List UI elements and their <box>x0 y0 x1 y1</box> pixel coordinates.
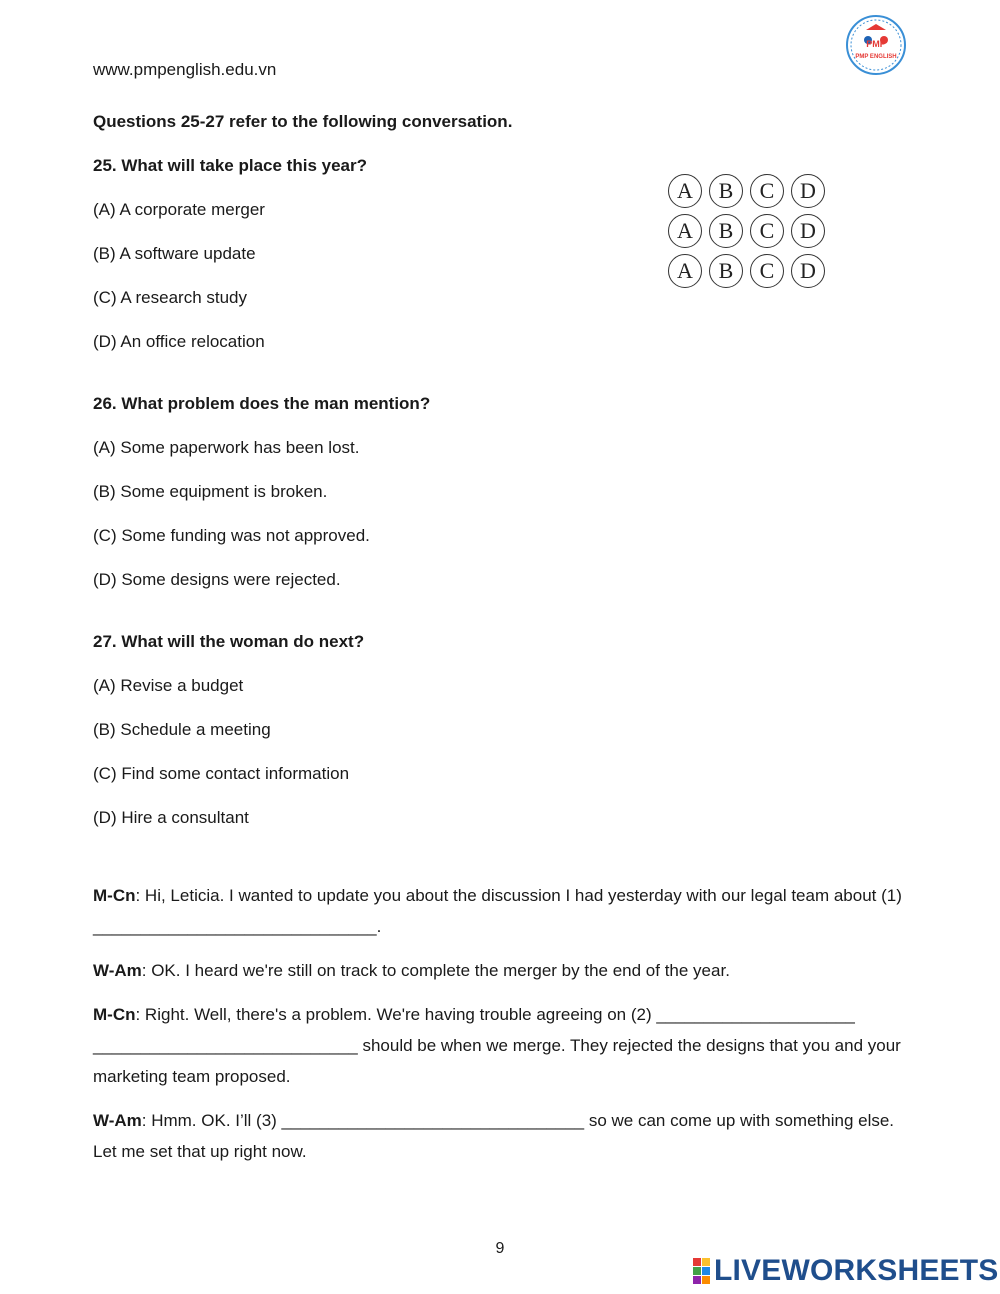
transcript-text: : Hi, Leticia. I wanted to update you about the discussion I had yesterday with our legal team about (1) <box>135 886 902 905</box>
logo-text: PMP ENGLISH <box>855 54 897 60</box>
q26-option-a: (A) Some paperwork has been lost. <box>93 438 360 457</box>
blank-2a[interactable]: _____________________ <box>656 1005 855 1024</box>
conversation-transcript <box>93 880 908 1180</box>
q27-option-a: (A) Revise a budget <box>93 676 244 695</box>
q26-bubble-a[interactable]: A <box>668 214 702 248</box>
q25-option-c: (C) A research study <box>93 288 248 307</box>
q25-bubble-b[interactable]: B <box>709 174 743 208</box>
q26-option-c: (C) Some funding was not approved. <box>93 526 370 545</box>
transcript-line-3 <box>93 999 908 1092</box>
pmp-english-logo <box>845 14 907 76</box>
q26-option-d: (D) Some designs were rejected. <box>93 570 341 589</box>
answer-row-27 <box>668 254 825 288</box>
q26-bubble-d[interactable]: D <box>791 214 825 248</box>
question-25-title: 25. What will take place this year? <box>93 156 367 175</box>
q25-bubble-c[interactable]: C <box>750 174 784 208</box>
q27-bubble-c[interactable]: C <box>750 254 784 288</box>
speaker-label: W-Am <box>93 1111 142 1130</box>
liveworksheets-text: LIVEWORKSHEETS <box>714 1254 999 1287</box>
q25-bubble-d[interactable]: D <box>791 174 825 208</box>
q26-bubble-b[interactable]: B <box>709 214 743 248</box>
blank-1[interactable]: ______________________________ <box>93 917 377 936</box>
transcript-line-4 <box>93 1105 908 1167</box>
transcript-text: . <box>376 917 382 936</box>
liveworksheets-icon <box>693 1258 710 1284</box>
answer-bubble-grid <box>668 174 825 294</box>
answer-row-25 <box>668 174 825 208</box>
speaker-label: M-Cn <box>93 1005 136 1024</box>
liveworksheets-brand[interactable] <box>693 1254 999 1288</box>
transcript-text: : Right. Well, there's a problem. We're having trouble agreeing on (2) <box>135 1005 657 1024</box>
q25-bubble-a[interactable]: A <box>668 174 702 208</box>
speaker-label: W-Am <box>93 961 142 980</box>
q26-bubble-c[interactable]: C <box>750 214 784 248</box>
q25-option-b: (B) A software update <box>93 244 256 263</box>
speaker-label: M-Cn <box>93 886 136 905</box>
logo-icon <box>845 14 907 76</box>
q27-option-d: (D) Hire a consultant <box>93 808 249 827</box>
transcript-text: so we can come up with something else. Let me set that up right now. <box>93 1111 895 1161</box>
website-url: www.pmpenglish.edu.vn <box>93 60 277 79</box>
q27-option-c: (C) Find some contact information <box>93 764 350 783</box>
blank-2b[interactable]: ____________________________ <box>93 1036 358 1055</box>
q27-bubble-b[interactable]: B <box>709 254 743 288</box>
q27-bubble-a[interactable]: A <box>668 254 702 288</box>
q25-option-a: (A) A corporate merger <box>93 200 265 219</box>
answer-row-26 <box>668 214 825 248</box>
q27-bubble-d[interactable]: D <box>791 254 825 288</box>
q25-option-d: (D) An office relocation <box>93 332 265 351</box>
question-27-title: 27. What will the woman do next? <box>93 632 365 651</box>
question-26-title: 26. What problem does the man mention? <box>93 394 431 413</box>
q27-option-b: (B) Schedule a meeting <box>93 720 271 739</box>
q26-option-b: (B) Some equipment is broken. <box>93 482 328 501</box>
transcript-text: : Hmm. OK. I’ll (3) <box>141 1111 282 1130</box>
page-number: 9 <box>495 1240 505 1257</box>
transcript-line-2 <box>93 955 908 986</box>
transcript-text: should be when we merge. They rejected the designs that you and your marketing team proposed. <box>93 1036 901 1086</box>
transcript-text: : OK. I heard we're still on track to complete the merger by the end of the year. <box>141 961 730 980</box>
section-heading: Questions 25-27 refer to the following conversation. <box>93 112 513 131</box>
logo-initials: PMP <box>866 39 886 49</box>
transcript-line-1 <box>93 880 908 942</box>
blank-3[interactable]: ________________________________ <box>281 1111 585 1130</box>
